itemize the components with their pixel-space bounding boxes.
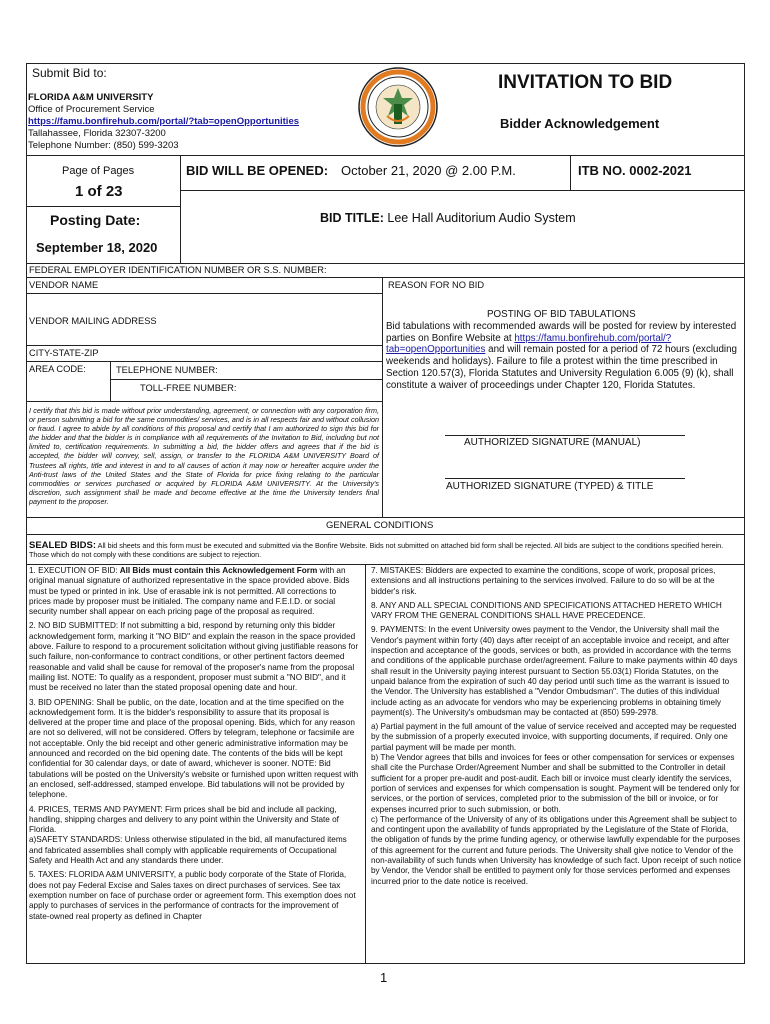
bid-opened-label: BID WILL BE OPENED: xyxy=(186,163,329,178)
office-name: Office of Procurement Service xyxy=(28,104,155,115)
bid-title-label: BID TITLE: xyxy=(320,211,384,225)
condition-9c: c) The performance of the University of any of its obligations under this Agreement shall be subject to and contingent upon the availability of funds appropriated by the Legislature of the State of Florida, the obligation of funds by the prime funding agency, or otherwise lawfully expendable for the purposes of this agreement for the current and future periods. The University shall give notice to Vendor of the non-availability of such funds when University has knowledge of such fact. Upon receipt of such notice by Vendor, the Vendor shall be entitled to payment only for those services performed and expenses incurred prior to the date notice is received. xyxy=(371,814,742,886)
condition-9: 9. PAYMENTS: In the event University owes payment to the Vendor, the University shall mail the Vendor's payment within forty (40) days after receipt of an acceptable invoice and receipt, and after inspection and acceptance of the goods, services or both, as provided in accordance with the terms and conditions of the applicable purchase order/agreement. Failure to make payments within 40 days shall result in the University paying interest pursuant to Section 55.03(1) Florida Statutes, on the unpaid balance from the expiration of such 40 day period until such time as the warrant is issued to the Vendor. The University has established a "Vendor Ombudsman". The duties of this individual include acting as an advocate for vendors who may be experiencing problems in obtaining timely payment(s). The University's ombudsman may be contacted at (850) 599-2978. xyxy=(371,625,738,717)
city-state-zip-field[interactable]: CITY-STATE-ZIP xyxy=(29,348,99,358)
itb-value: 0002-2021 xyxy=(629,163,692,178)
itb-number xyxy=(578,163,691,178)
divider xyxy=(570,155,571,190)
manual-signature-line xyxy=(445,435,685,436)
bonfire-link[interactable]: https://famu.bonfirehub.com/portal/?tab=openOpportunities xyxy=(28,116,300,127)
conditions-left-column xyxy=(29,566,359,922)
divider xyxy=(26,155,745,156)
condition-9b: b) The Vendor agrees that bills and invoices for fees or other compensation for services or expenses shall cite the Purchase Order/Agreement Number and shall be submitted to the Controller in detail sufficient for a proper pre-audit and post-audit. Each bill or invoice must clearly identify the services, portion of services and expenses for which compensation is sought. Payment will be tendered only for services, or the portion of services, completed prior to the submission of the bill or invoice, or for expenses incurred prior to such submission, or both. xyxy=(371,753,740,814)
divider xyxy=(26,401,382,402)
condition-5: 5. TAXES: FLORIDA A&M UNIVERSITY, a public body corporate of the State of Florida, does not pay Federal Excise and Sales taxes on direct purchases of services. See tax exemption number on face of purchase order or agreement form. This exemption does not apply to purchases of services in the performance of contracts for the improvement of state-owned real property as defined in Chapter xyxy=(29,870,356,921)
typed-signature-line xyxy=(445,478,685,479)
area-code-field[interactable]: AREA CODE: xyxy=(29,364,86,374)
divider xyxy=(26,206,180,207)
divider xyxy=(26,564,745,565)
manual-signature-label[interactable]: AUTHORIZED SIGNATURE (MANUAL) xyxy=(464,437,641,448)
sealed-bids-label: SEALED BIDS: xyxy=(29,540,97,551)
divider xyxy=(26,534,745,535)
telephone-field[interactable]: TELEPHONE NUMBER: xyxy=(116,365,218,375)
divider xyxy=(26,293,382,294)
condition-9a: a) Partial payment in the full amount of the value of service received and accepted may be requested by the submission of a properly executed invoice, with supporting documents, if required. Only one partial payment will be made per month. xyxy=(371,722,737,752)
city-address: Tallahassee, Florida 32307-3200 xyxy=(28,128,166,139)
condition-7: 7. MISTAKES: Bidders are expected to examine the conditions, scope of work, proposal prices, extensions and all instructions pertaining to the services involved. Failure to do so will be at the bidder's risk. xyxy=(371,566,716,596)
divider xyxy=(180,155,181,263)
posting-date-label: Posting Date: xyxy=(50,212,141,228)
telephone-number: Telephone Number: (850) 599-3203 xyxy=(28,140,179,151)
reason-no-bid-field[interactable]: REASON FOR NO BID xyxy=(388,280,485,290)
vendor-name-field[interactable]: VENDOR NAME xyxy=(29,280,99,290)
page-number: 1 xyxy=(380,970,388,985)
divider xyxy=(365,564,366,964)
divider xyxy=(110,361,111,401)
fein-field[interactable]: FEDERAL EMPLOYER IDENTIFICATION NUMBER OR S.S. NUMBER: xyxy=(29,265,327,275)
vendor-mailing-field[interactable]: VENDOR MAILING ADDRESS xyxy=(29,316,157,326)
divider xyxy=(26,361,382,362)
page-of-pages-label: Page of Pages xyxy=(62,165,135,177)
university-seal xyxy=(357,66,439,148)
sealed-bids-text: SEALED BIDS: All bid sheets and this form must be executed and submitted via the Bonfire Website. Bids not submitted on attached bid form shall be rejected. All bids are subject to the conditions specified herein. Those which do not comply with these conditions are subject to rejection. xyxy=(29,540,724,560)
condition-3: 3. BID OPENING: Shall be public, on the date, location and at the time specified on the acknowledgement form. It is the bidder's responsibility to assure that its proposal is delivered at the proper time and place of the proposal opening. Bids, which for any reason are not so delivered, will not be considered. Offers by telegram, telephone or facsimile are not acceptable. Only the bid receipt and other generic administrative information may be announced and recorded on the bid opening date. The contents of the bids will be kept confidential for 30 calendar days, or date of award, whichever is sooner. NOTE: Bid tabulations will be posted on the University's website or furnished upon written request with an enclosed, self-addressed, stamped envelope. Bid tabulations will not be provided by telephone. xyxy=(29,697,359,800)
general-conditions-heading: GENERAL CONDITIONS xyxy=(326,520,434,531)
condition-4: 4. PRICES, TERMS AND PAYMENT: Firm prices shall be bid and include all packing, handling, shipping charges and delivery to any point within the University and State of Florida. xyxy=(29,804,339,835)
divider xyxy=(382,277,383,517)
tabulations-link[interactable]: https://famu.bonfirehub.com/portal/?tab=openOpportunities xyxy=(386,332,672,356)
toll-free-field[interactable]: TOLL-FREE NUMBER: xyxy=(140,383,237,393)
typed-signature-label[interactable]: AUTHORIZED SIGNATURE (TYPED) & TITLE xyxy=(446,481,654,492)
condition-8: 8. ANY AND ALL SPECIAL CONDITIONS AND SPECIFICATIONS ATTACHED HERETO WHICH VARY FROM THE GENERAL CONDITIONS SHALL HAVE PRECEDENCE. xyxy=(371,600,722,621)
tabulations-heading: POSTING OF BID TABULATIONS xyxy=(487,309,636,320)
bid-title-value: Lee Hall Auditorium Audio System xyxy=(387,211,576,225)
bid-title xyxy=(320,211,576,225)
itb-label: ITB NO. xyxy=(578,163,626,178)
submit-bid-to-label: Submit Bid to: xyxy=(32,66,107,80)
document-title: INVITATION TO BID xyxy=(498,72,673,93)
conditions-right-column xyxy=(371,566,741,887)
document-subtitle: Bidder Acknowledgement xyxy=(500,116,660,131)
divider xyxy=(26,277,745,278)
divider xyxy=(26,345,382,346)
tabulations-text: Bid tabulations with recommended awards will be posted for review by interested parties on Bonfire Website at https://famu.bonfirehub.com/portal/?tab=openOpportunities and will remain posted for a period of 72 hours (excluding weekends and holidays). Failure to file a protest within the time prescribed in Section 120.57(3), Florida Statutes and University Regulation 6.005 (9) (k), shall constitute a waiver of proceedings under Chapter 120, Florida Statutes. xyxy=(386,321,738,391)
posting-date-value: September 18, 2020 xyxy=(36,240,158,255)
condition-4a: a)SAFETY STANDARDS: Unless otherwise stipulated in the bid, all manufactured items and fabricated assemblies shall comply with applicable requirements of Occupational Safety and Health Act and any standards there under. xyxy=(29,835,347,866)
divider xyxy=(180,190,745,191)
condition-1: 1. EXECUTION OF BID: All Bids must contain this Acknowledgement Form with an original manual signature of authorized representative in the space provided above. Bids must be typed or printed in ink. Use of erasable ink is not permitted. All corrections to prices made by proposer must be initialed. The company name and F.E.I.D. or social security number shall appear on each pricing page of the proposal as required. xyxy=(29,566,350,617)
bid-opened-value: October 21, 2020 @ 2.00 P.M. xyxy=(341,163,516,178)
certification-text: I certify that this bid is made without prior understanding, agreement, or connection with any corporation firm, or person submitting a bid for the same commodities/ services, and is in all respects fair and without collusion or fraud. I agree to abide by all conditions of this proposal and certify that I am authorized to sign this bid for the bidder and that the bidder is in compliance with all requirements of the Invitation to Bid, including but not limited to, certification requirements. In submitting a bid, the bidder offers and agrees that if the bid is accepted, the bidder will convey, sell, assign, or transfer to the FLORIDA A&M UNIVERSITY Board of Trustees all rights, title and interest in and to all causes of action it may now or hereafter acquire under the Anti-trust laws of the United States and the State of Florida for price fixing relating to the particular commodities or services purchased or acquired by FLORIDA A&M UNIVERSITY. At the University's discretion, such assignment shall be made and become effective at the time the University tenders final payment to the proposer. xyxy=(29,406,379,506)
divider xyxy=(26,517,745,518)
divider xyxy=(26,263,745,264)
condition-2: 2. NO BID SUBMITTED: If not submitting a bid, respond by returning only this bidder acknowledgement form, marking it "NO BID" and explain the reason in the space provided above. Failure to respond to a procurement solicitation without giving justifiable reasons for such failure, non-conformance to contract conditions, or other pertinent factors deemed reasonable and valid shall be cause for removal of the proposer's name from the proposal mailing list. NOTE: To qualify as a respondent, proposer must submit a "NO BID", and it must be received no later than the stated proposal opening date and hour. xyxy=(29,621,359,693)
page-value: 1 of 23 xyxy=(75,183,123,200)
divider xyxy=(110,379,382,380)
university-name: FLORIDA A&M UNIVERSITY xyxy=(28,92,154,103)
